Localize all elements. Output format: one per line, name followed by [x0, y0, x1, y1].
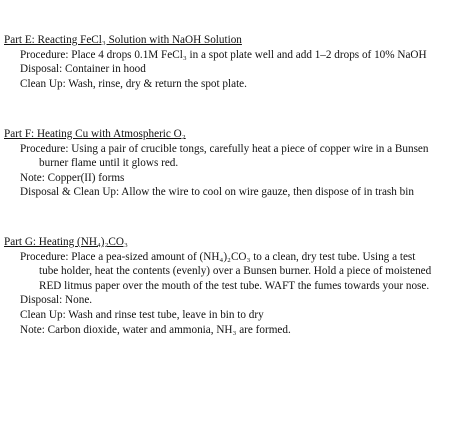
- part-e-section: [4, 33, 470, 91]
- part-f-note: Note: Copper(II) forms: [20, 171, 125, 184]
- part-e-procedure: Procedure: Place 4 drops 0.1M FeCl₃ in a spot plate well and add 1–2 drops of 10% NaOH: [20, 48, 427, 61]
- part-f-procedure-line-1: Procedure: Using a pair of crucible tongs, carefully heat a piece of copper wire in a Bunsen: [20, 142, 429, 155]
- part-f-heading: Part F: Heating Cu with Atmospheric O₂: [4, 128, 186, 140]
- part-e-cleanup: Clean Up: Wash, rinse, dry & return the spot plate.: [20, 77, 247, 90]
- part-g-note: Note: Carbon dioxide, water and ammonia, NH₃ are formed.: [20, 323, 291, 336]
- part-f-procedure-line-2: burner flame until it glows red.: [39, 157, 179, 170]
- part-g-procedure-line-1: Procedure: Place a pea-sized amount of (NH₄)₂CO₃ to a clean, dry test tube. Using a test: [20, 250, 416, 263]
- part-g-heading: Part G: Heating (NH₄)₂CO₃: [4, 236, 128, 248]
- part-e-heading: Part E: Reacting FeCl₃ Solution with NaOH Solution: [4, 34, 242, 46]
- part-g-cleanup: Clean Up: Wash and rinse test tube, leave in bin to dry: [20, 308, 264, 321]
- part-g-section: [4, 235, 470, 337]
- part-f-disposal-cleanup: Disposal & Clean Up: Allow the wire to cool on wire gauze, then dispose of in trash bin: [20, 186, 414, 199]
- part-f-section: [4, 127, 470, 200]
- part-g-procedure-line-3: RED litmus paper over the mouth of the test tube. WAFT the fumes towards your nose.: [39, 279, 430, 292]
- part-g-procedure-line-2: tube holder, heat the contents (evenly) over a Bunsen burner. Hold a piece of moistened: [39, 265, 432, 278]
- part-g-disposal: Disposal: None.: [20, 294, 93, 307]
- part-e-disposal: Disposal: Container in hood: [20, 63, 146, 76]
